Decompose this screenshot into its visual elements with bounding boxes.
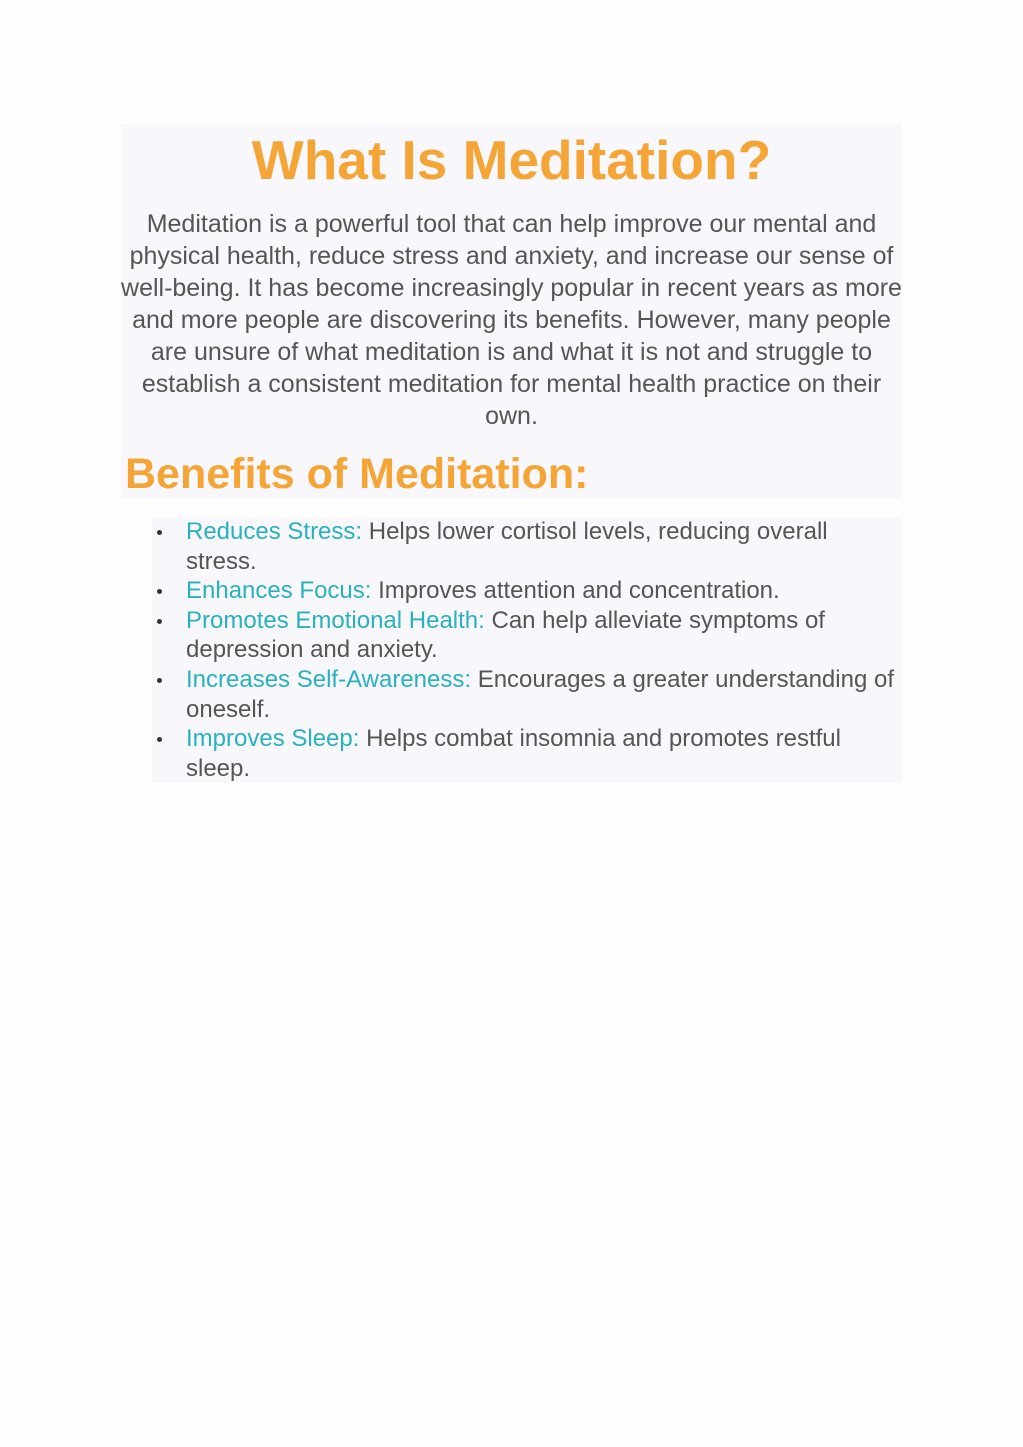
benefit-text: Helps lower cortisol levels, reducing overall stress. <box>186 518 828 575</box>
benefit-text: Can help alleviate symptoms of depression and anxiety. <box>186 606 825 664</box>
benefits-heading: Benefits of Meditation: <box>125 450 589 498</box>
benefit-text: Improves attention and concentration. <box>371 577 780 605</box>
list-item <box>186 724 898 783</box>
benefit-text: Encourages a greater understanding of oneself. <box>186 665 894 723</box>
benefit-title: Reduces Stress: <box>186 518 363 545</box>
benefit-title: Increases Self-Awareness: <box>186 665 472 693</box>
list-item <box>186 576 898 606</box>
page-title: What Is Meditation? <box>251 129 772 191</box>
list-item <box>186 606 898 665</box>
benefit-title: Improves Sleep: <box>186 725 360 753</box>
benefit-title: Enhances Focus: <box>186 577 372 605</box>
benefits-list <box>186 517 898 783</box>
benefit-text: Helps combat insomnia and promotes restful sleep. <box>186 725 841 782</box>
list-item <box>186 517 898 576</box>
benefit-title: Promotes Emotional Health: <box>186 606 485 634</box>
intro-paragraph: Meditation is a powerful tool that can help improve our mental and physical health, reduce stress and anxiety, and increase our sense of well-being. It has become increasingly popular in recent years as more and more people are discovering its benefits. However, many people are unsure of what meditation is and what it is not and struggle to establish a consistent meditation for mental health practice on their own. <box>121 210 902 430</box>
list-item <box>186 665 898 724</box>
